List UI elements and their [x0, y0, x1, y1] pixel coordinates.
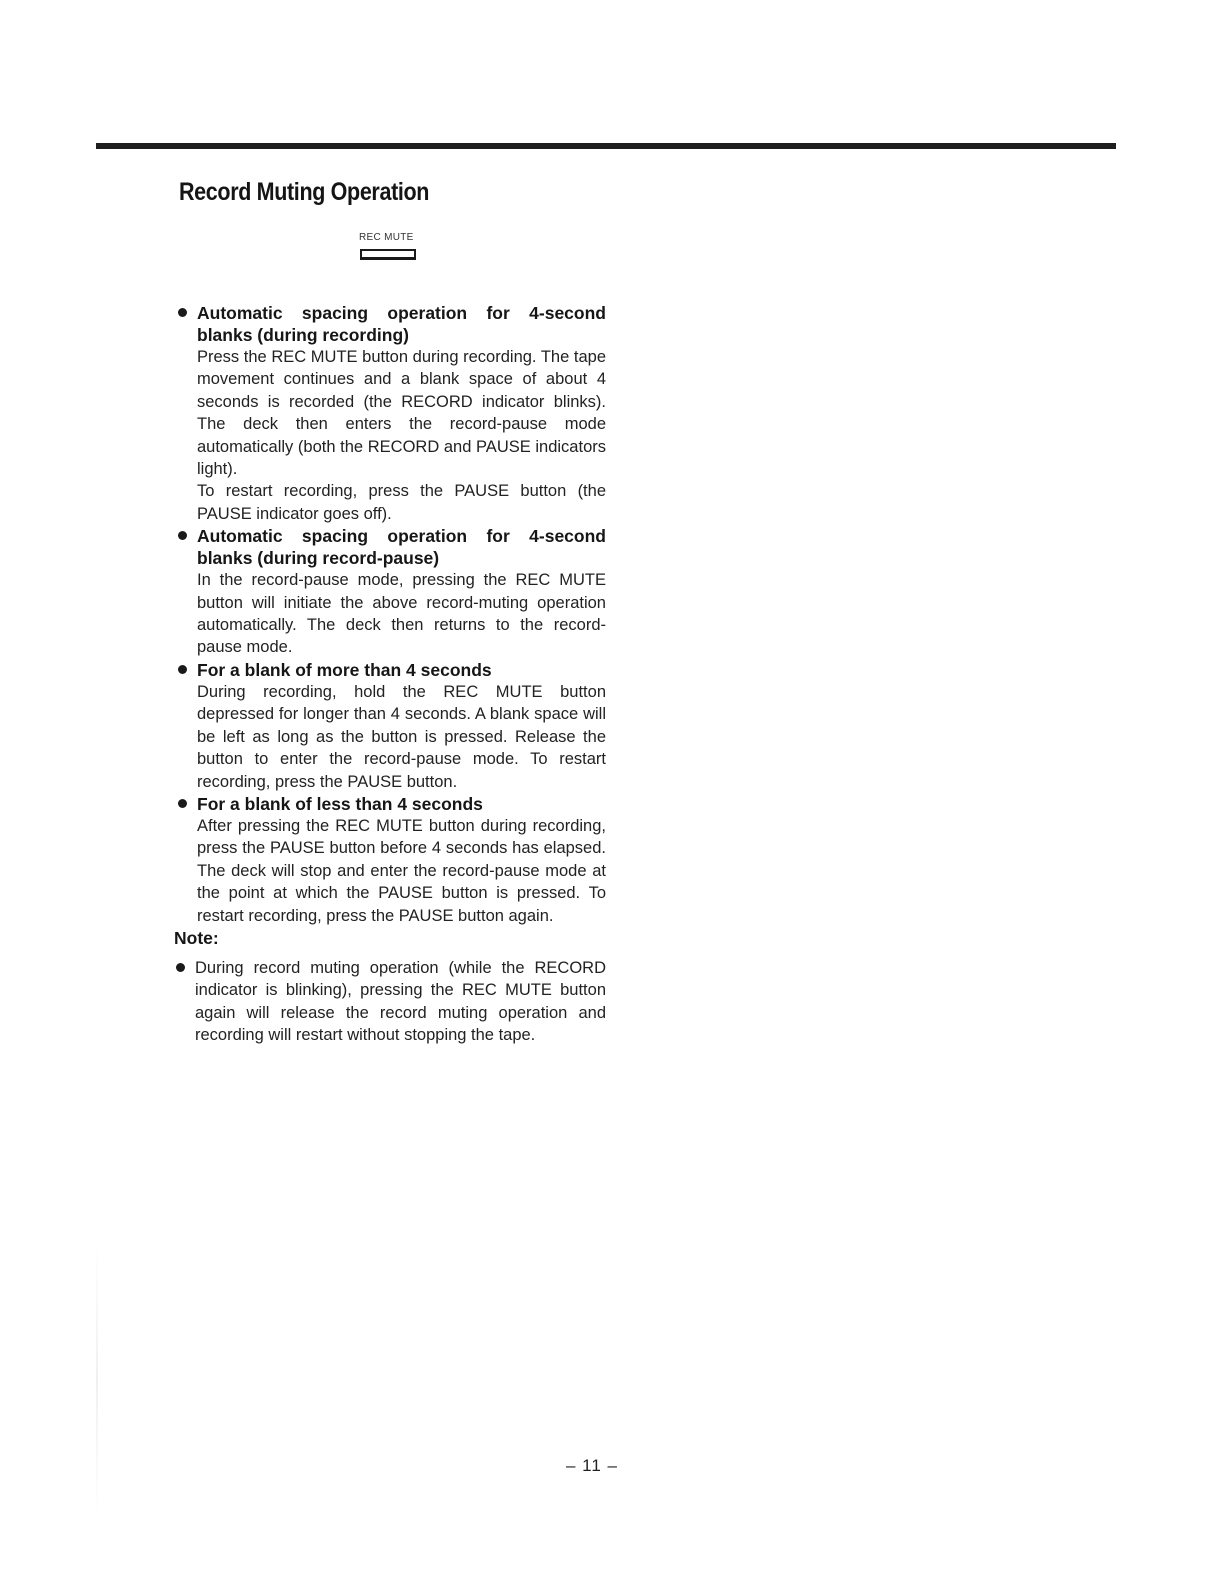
item-body — [197, 346, 606, 525]
rec-mute-key-icon — [360, 249, 416, 260]
item-paragraph: In the record-pause mode, pressing the REC MUTE button will initiate the above record-muting operation automatically. The deck then returns to the record-pause mode. — [197, 571, 606, 657]
item-heading: Automatic spacing operation for 4-second blanks (during record-pause) — [197, 526, 606, 569]
item-body — [197, 815, 606, 927]
scan-edge-shadow — [96, 1240, 98, 1520]
note-item — [174, 957, 606, 1047]
list-item — [174, 525, 606, 659]
list-item — [174, 302, 606, 525]
note-text: During record muting operation (while the RECORD indicator is blinking), pressing the REC MUTE button again will release the record muting operation and recording will restart without stopping the tape. — [195, 958, 606, 1045]
item-heading: For a blank of more than 4 seconds — [197, 659, 492, 680]
page-number: – 11 – — [566, 1456, 619, 1475]
bullet-icon — [178, 665, 187, 674]
section-title: Record Muting Operation — [179, 178, 430, 206]
item-heading: Automatic spacing operation for 4-second blanks (during recording) — [197, 303, 606, 345]
bullet-icon — [178, 799, 187, 808]
bullet-icon — [176, 963, 185, 972]
bullet-icon — [178, 531, 187, 540]
bullet-icon — [178, 308, 187, 317]
item-paragraph: Press the REC MUTE button during recording. The tape movement continues and a blank space of about 4 seconds is recorded (the RECORD indicator blinks). The deck then enters the record-pause mode automatically (both the RECORD and PAUSE indicators light). — [197, 348, 606, 479]
list-item — [174, 659, 606, 793]
instructions-list — [174, 302, 606, 1047]
item-body — [197, 681, 606, 793]
item-body — [197, 569, 606, 659]
note-label: Note: — [174, 927, 219, 948]
header-rule — [96, 143, 1116, 149]
item-paragraph: To restart recording, press the PAUSE button (the PAUSE indicator goes off). — [197, 482, 606, 523]
rec-mute-button-figure — [356, 232, 426, 272]
item-paragraph: During recording, hold the REC MUTE button depressed for longer than 4 seconds. A blank space will be left as long as the button is pressed. Release the button to enter the record-pause mode. To restart recording, press the PAUSE button. — [197, 682, 606, 791]
list-item — [174, 793, 606, 927]
item-heading: For a blank of less than 4 seconds — [197, 793, 483, 814]
item-paragraph: After pressing the REC MUTE button during recording, press the PAUSE button before 4 seconds has elapsed. The deck will stop and enter the record-pause mode at the point at which the PAUSE button is pressed. To restart recording, press the PAUSE button again. — [197, 816, 606, 925]
rec-mute-figure-label: REC MUTE — [359, 232, 414, 243]
